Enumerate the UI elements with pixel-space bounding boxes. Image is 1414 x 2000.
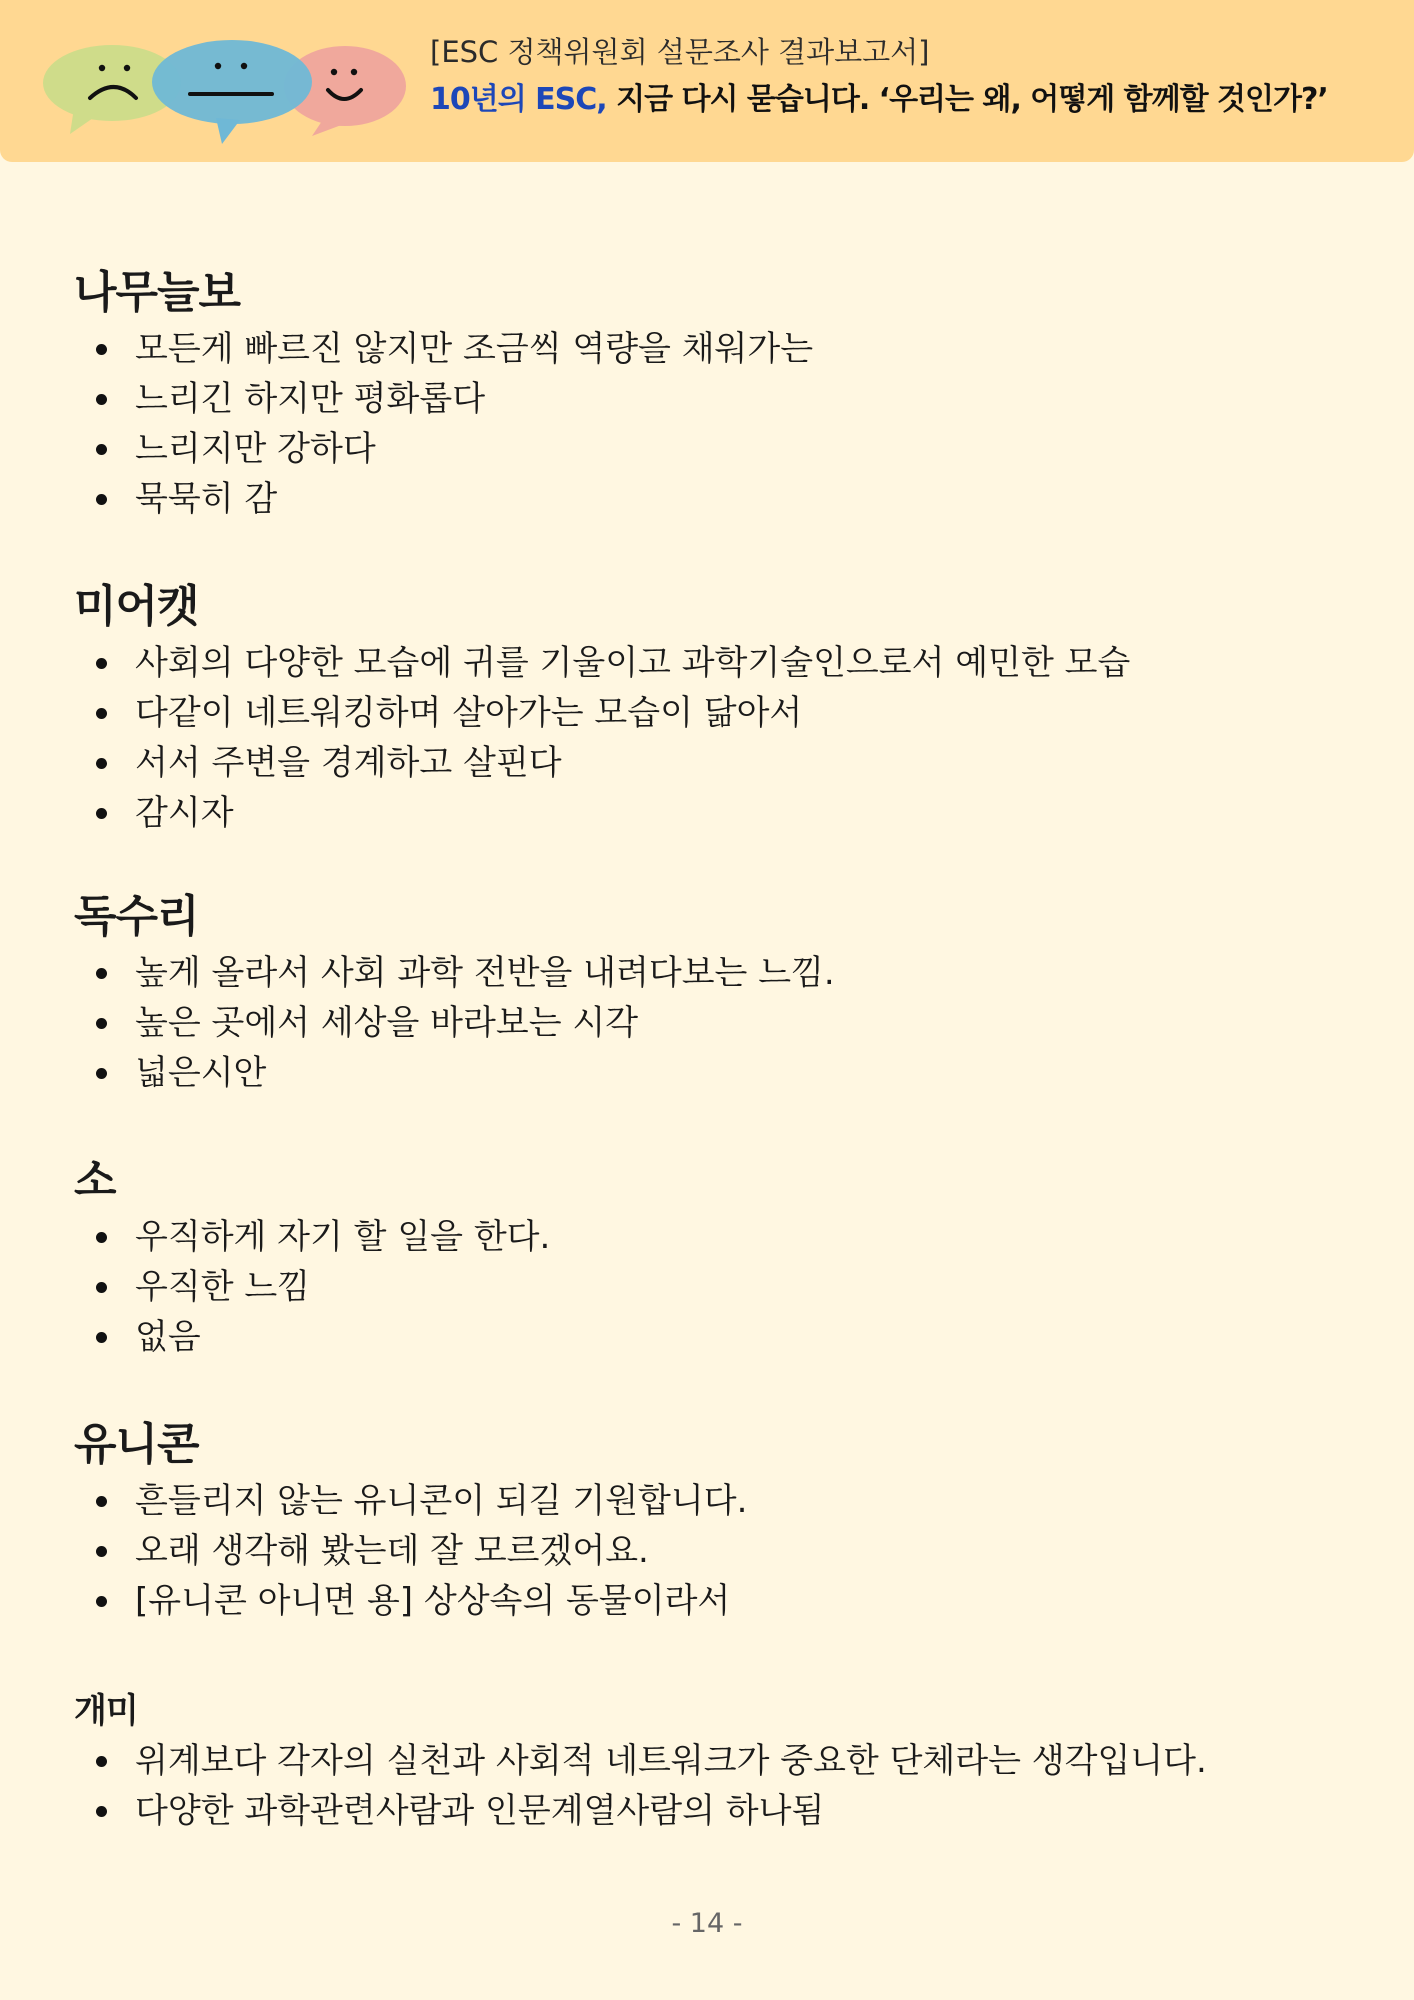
list-item: 우직하게 자기 할 일을 한다.	[74, 1212, 1374, 1262]
section-cow	[74, 1150, 1374, 1362]
list-item: 다같이 네트워킹하며 살아가는 모습이 닮아서	[74, 688, 1374, 738]
neutral-face-bubble-icon	[152, 40, 312, 144]
report-title-rest: 지금 다시 묻습니다. ‘우리는 왜, 어떻게 함께할 것인가?’	[606, 82, 1328, 117]
list-item: 오래 생각해 봤는데 잘 모르겠어요.	[74, 1526, 1374, 1576]
list-item: 다양한 과학관련사람과 인문계열사람의 하나됨	[74, 1786, 1374, 1836]
section-title: 나무늘보	[74, 267, 241, 318]
section-title: 미어캣	[74, 581, 199, 632]
list-item: 높게 올라서 사회 과학 전반을 내려다보는 느낌.	[74, 948, 1374, 998]
response-list	[74, 1476, 1374, 1626]
list-item: 없음	[74, 1312, 1374, 1362]
list-item: 감시자	[74, 788, 1374, 838]
section-meerkat	[74, 576, 1374, 838]
section-title: 개미	[74, 1691, 138, 1731]
section-eagle	[74, 886, 1374, 1098]
report-tag: [ESC 정책위원회 설문조사 결과보고서]	[430, 35, 930, 69]
section-ant	[74, 1686, 1374, 1836]
section-unicorn	[74, 1414, 1374, 1626]
page-number: - 14 -	[671, 1908, 743, 1939]
section-title: 독수리	[74, 891, 199, 942]
list-item: 사회의 다양한 모습에 귀를 기울이고 과학기술인으로서 예민한 모습	[74, 638, 1374, 688]
list-item: 느리지만 강하다	[74, 424, 1374, 474]
list-item: 넓은시안	[74, 1048, 1374, 1098]
response-list	[74, 638, 1374, 838]
list-item: 흔들리지 않는 유니콘이 되길 기원합니다.	[74, 1476, 1374, 1526]
section-sloth	[74, 262, 1374, 524]
report-header-band	[0, 0, 1414, 162]
section-title: 소	[74, 1155, 116, 1206]
survey-response-content	[74, 262, 1374, 1836]
list-item: 서서 주변을 경계하고 살핀다	[74, 738, 1374, 788]
list-item: [유니콘 아니면 용] 상상속의 동물이라서	[74, 1576, 1374, 1626]
list-item: 위계보다 각자의 실천과 사회적 네트워크가 중요한 단체라는 생각입니다.	[74, 1736, 1374, 1786]
section-title: 유니콘	[74, 1419, 199, 1470]
response-list	[74, 948, 1374, 1098]
report-title	[430, 78, 1390, 122]
list-item: 모든게 빠르진 않지만 조금씩 역량을 채워가는	[74, 324, 1374, 374]
list-item: 높은 곳에서 세상을 바라보는 시각	[74, 998, 1374, 1048]
emotion-bubbles-logo	[40, 38, 410, 148]
report-header-text	[430, 30, 1390, 122]
response-list	[74, 1736, 1374, 1836]
report-title-accent: 10년의 ESC,	[430, 82, 607, 117]
list-item: 우직한 느낌	[74, 1262, 1374, 1312]
response-list	[74, 1212, 1374, 1362]
list-item: 묵묵히 감	[74, 474, 1374, 524]
list-item: 느리긴 하지만 평화롭다	[74, 374, 1374, 424]
response-list	[74, 324, 1374, 524]
